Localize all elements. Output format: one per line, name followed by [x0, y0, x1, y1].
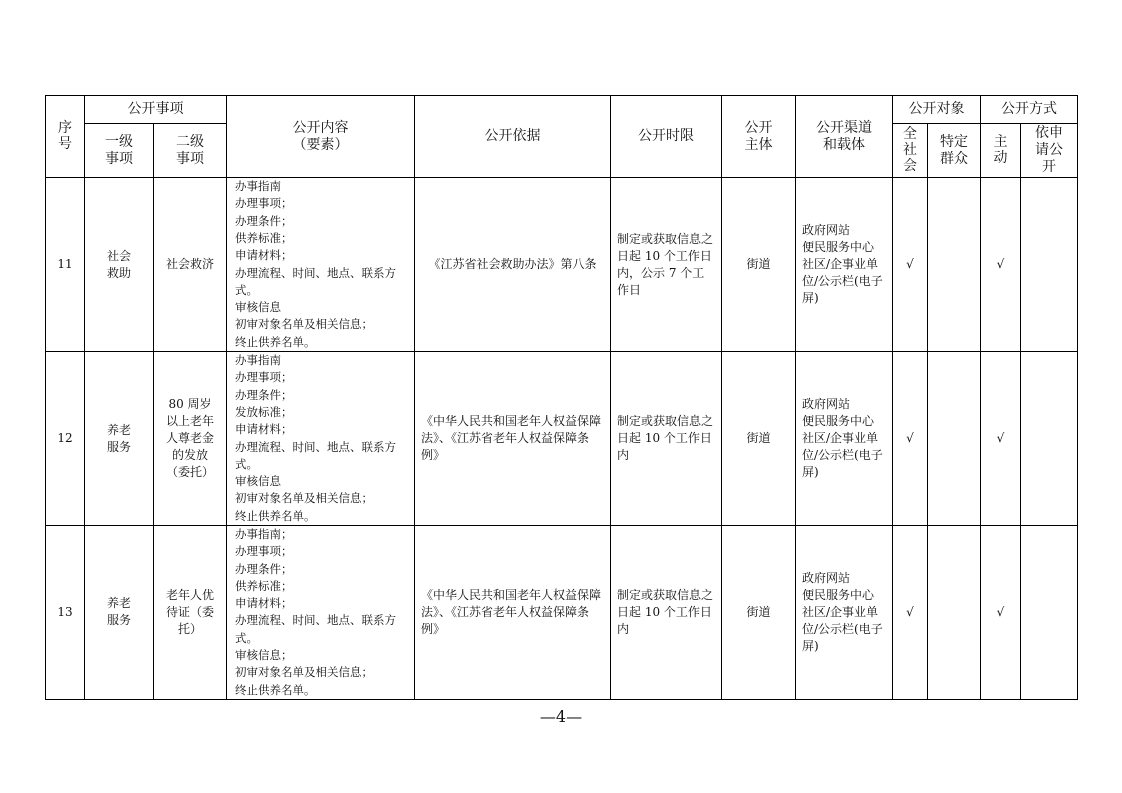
header-content: 公开内容（要素）	[227, 96, 415, 178]
header-subject: 公开主体	[722, 96, 796, 178]
header-mode-apply: 依申请公开	[1021, 124, 1078, 178]
row-level1: 养老服务	[85, 526, 154, 700]
header-channel: 公开渠道和载体	[796, 96, 893, 178]
row-target-specific	[928, 526, 981, 700]
row-mode-apply	[1021, 526, 1078, 700]
table-row	[46, 178, 1078, 352]
row-target-specific	[928, 178, 981, 352]
row-time-limit: 制定或获取信息之日起 10 个工作日内，公示 7 个工作日	[611, 178, 722, 352]
header-target-group: 公开对象	[893, 96, 981, 124]
row-level2: 80 周岁以上老年人尊老金的发放（委托）	[154, 352, 227, 526]
row-subject: 街道	[722, 526, 796, 700]
row-time-limit: 制定或获取信息之日起 10 个工作日内	[611, 352, 722, 526]
row-level2: 老年人优待证（委托）	[154, 526, 227, 700]
row-seq: 12	[46, 352, 85, 526]
header-time-limit: 公开时限	[611, 96, 722, 178]
row-subject: 街道	[722, 352, 796, 526]
row-content: 办事指南 办理事项； 办理条件； 供养标准； 申请材料； 办理流程、时间、地点、联系方 式。 审核信息 初审对象名单及相关信息； 终止供养名单。	[227, 178, 415, 352]
row-level1: 养老服务	[85, 352, 154, 526]
row-target-all-check: √	[893, 526, 928, 700]
row-level2: 社会救济	[154, 178, 227, 352]
row-seq: 11	[46, 178, 85, 352]
row-target-all-check: √	[893, 178, 928, 352]
row-channel: 政府网站 便民服务中心 社区/企事业单 位/公示栏(电子 屏)	[796, 526, 893, 700]
page-number: —4—	[539, 707, 583, 726]
row-channel: 政府网站 便民服务中心 社区/企事业单 位/公示栏(电子 屏)	[796, 352, 893, 526]
header-level2: 二级事项	[154, 124, 227, 178]
header-items-group: 公开事项	[85, 96, 227, 124]
header-level1: 一级事项	[85, 124, 154, 178]
row-basis: 《中华人民共和国老年人权益保障法》、《江苏省老年人权益保障条例》	[415, 526, 611, 700]
row-target-all-check: √	[893, 352, 928, 526]
header-target-specific: 特定群众	[928, 124, 981, 178]
row-target-specific	[928, 352, 981, 526]
row-subject: 街道	[722, 178, 796, 352]
table-row	[46, 526, 1078, 700]
row-mode-active-check: √	[981, 178, 1021, 352]
header-target-all: 全社会	[893, 124, 928, 178]
row-mode-apply	[1021, 178, 1078, 352]
header-seq: 序号	[46, 96, 85, 178]
row-seq: 13	[46, 526, 85, 700]
row-time-limit: 制定或获取信息之日起 10 个工作日内	[611, 526, 722, 700]
row-content: 办事指南； 办理事项； 办理条件； 供养标准； 申请材料； 办理流程、时间、地点、联系方 式。 审核信息； 初审对象名单及相关信息； 终止供养名单。	[227, 526, 415, 700]
row-level1: 社会救助	[85, 178, 154, 352]
header-basis: 公开依据	[415, 96, 611, 178]
row-channel: 政府网站 便民服务中心 社区/企事业单 位/公示栏(电子 屏)	[796, 178, 893, 352]
row-basis: 《江苏省社会救助办法》第八条	[415, 178, 611, 352]
table-row	[46, 352, 1078, 526]
disclosure-table	[45, 95, 1078, 700]
row-mode-apply	[1021, 352, 1078, 526]
row-content: 办事指南 办理事项； 办理条件； 发放标准； 申请材料； 办理流程、时间、地点、联系方 式。 审核信息 初审对象名单及相关信息； 终止供养名单。	[227, 352, 415, 526]
header-mode-group: 公开方式	[981, 96, 1078, 124]
row-mode-active-check: √	[981, 352, 1021, 526]
header-mode-active: 主动	[981, 124, 1021, 178]
row-basis: 《中华人民共和国老年人权益保障法》、《江苏省老年人权益保障条例》	[415, 352, 611, 526]
row-mode-active-check: √	[981, 526, 1021, 700]
